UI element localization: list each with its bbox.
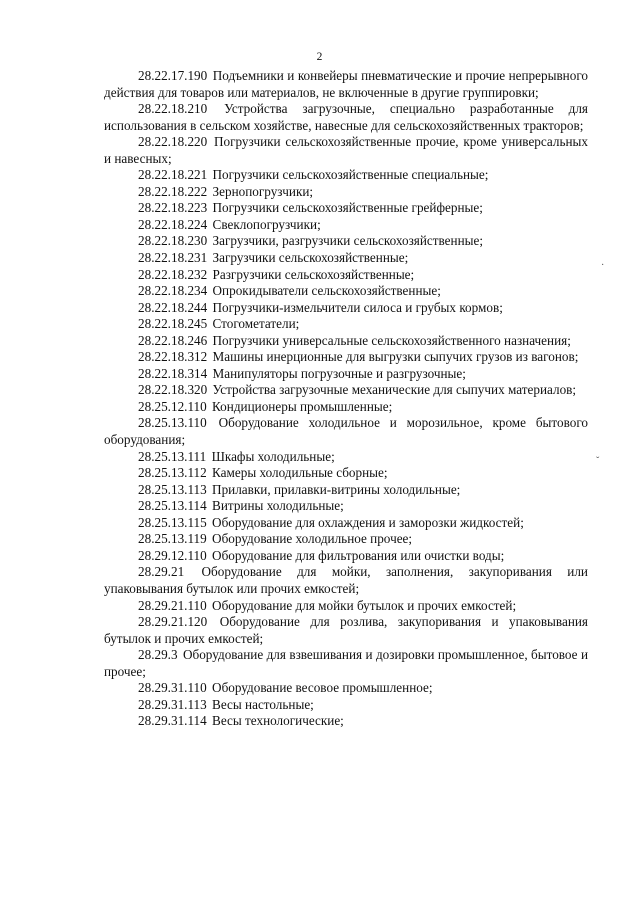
item-description: Погрузчики-измельчители силоса и грубых кормов; [212,299,503,315]
item-description: Оборудование для фильтрования или очистки воды; [212,547,505,563]
list-item [104,382,588,399]
okpd-code: 28.25.13.119 [138,531,207,547]
okpd-code: 28.22.18.221 [138,167,208,183]
okpd-code: 28.22.17.190 [138,68,208,83]
item-description: Витрины холодильные; [212,498,344,514]
okpd-code: 28.29.3 [138,647,178,663]
item-description: Оборудование для охлаждения и заморозки жидкостей; [212,514,524,530]
okpd-code: 28.22.18.245 [138,316,208,332]
okpd-code-list [104,68,588,730]
item-description: Прилавки, прилавки-витрины холодильные; [212,481,461,497]
list-item [104,697,588,714]
list-item [104,465,588,482]
okpd-code: 28.22.18.234 [138,283,208,299]
list-item [104,647,588,680]
okpd-code: 28.29.31.113 [138,696,207,712]
list-item [104,300,588,317]
okpd-code: 28.22.18.232 [138,266,208,282]
list-item [104,200,588,217]
item-description: Весы технологические; [212,713,344,729]
okpd-code: 28.22.18.223 [138,200,208,216]
scan-dot: · [601,260,605,271]
okpd-code: 28.29.31.110 [138,680,207,696]
scan-mark: ˇ [596,456,600,467]
okpd-code: 28.25.13.112 [138,465,207,481]
item-description: Загрузчики, разгрузчики сельскохозяйственные; [212,233,484,249]
item-description: Манипуляторы погрузочные и разгрузочные; [212,365,466,381]
item-description: Оборудование для розлива, закупоривания и упаковывания бутылок и прочих емкостей; [104,614,588,646]
list-item [104,713,588,730]
item-description: Оборудование для мойки бутылок и прочих емкостей; [212,597,517,613]
list-item [104,250,588,267]
okpd-code: 28.29.31.114 [138,713,207,729]
list-item [104,134,588,167]
list-item [104,283,588,300]
item-description: Опрокидыватели сельскохозяйственные; [212,283,441,299]
item-description: Зернопогрузчики; [212,183,314,199]
item-description: Устройства загрузочные механические для сыпучих материалов; [212,382,577,398]
item-description: Оборудование весовое промышленное; [212,680,433,696]
okpd-code: 28.22.18.312 [138,349,208,365]
item-description: Устройства загрузочные, специально разработанные для использования в сельском хозяйстве, навесные для сельскохозяйственных тракторов; [104,101,588,133]
okpd-code: 28.25.13.111 [138,448,207,464]
okpd-code: 28.29.12.110 [138,547,207,563]
okpd-code: 28.22.18.314 [138,365,208,381]
item-description: Оборудование холодильное и морозильное, кроме бытового оборудования; [104,415,588,448]
list-item [104,167,588,184]
okpd-code: 28.22.18.222 [138,183,208,199]
list-item [104,316,588,333]
item-description: Шкафы холодильные; [211,448,335,464]
okpd-code: 28.25.13.110 [138,415,207,431]
item-description: Оборудование для мойки, заполнения, закупоривания или упаковывания бутылок или прочих емкостей; [104,564,588,596]
item-description: Погрузчики универсальные сельскохозяйственного назначения; [212,332,571,348]
okpd-code: 28.29.21 [138,564,185,580]
okpd-code: 28.22.18.246 [138,332,208,348]
okpd-code: 28.22.18.220 [138,134,208,150]
item-description: Свеклопогрузчики; [212,216,321,232]
list-item [104,333,588,350]
list-item [104,233,588,250]
okpd-code: 28.22.18.210 [138,101,208,117]
item-description: Оборудование холодильное прочее; [212,531,413,547]
list-item [104,349,588,366]
item-description: Погрузчики сельскохозяйственные грейферные; [212,200,483,216]
list-item [104,415,588,448]
okpd-code: 28.22.18.230 [138,233,208,249]
page-number: 2 [316,51,323,63]
okpd-code: 28.25.13.113 [138,481,207,497]
list-item [104,399,588,416]
okpd-code: 28.22.18.224 [138,216,208,232]
list-item [104,548,588,565]
okpd-code: 28.25.12.110 [138,398,207,414]
item-description: Погрузчики сельскохозяйственные прочие, кроме универсальных и навесных; [104,134,588,166]
okpd-code: 28.25.13.115 [138,514,207,530]
okpd-code: 28.22.18.320 [138,382,208,398]
list-item [104,449,588,466]
list-item [104,267,588,284]
item-description: Подъемники и конвейеры пневматические и прочие непрерывного действия для товаров или материалов, не включенные в другие группировки; [104,68,589,100]
item-description: Кондиционеры промышленные; [212,398,393,414]
item-description: Разгрузчики сельскохозяйственные; [212,266,415,282]
list-item [104,598,588,615]
item-description: Загрузчики сельскохозяйственные; [212,250,409,266]
list-item [104,184,588,201]
list-item [104,498,588,515]
item-description: Машины инерционные для выгрузки сыпучих грузов из вагонов; [212,349,579,365]
item-description: Стогометатели; [212,316,300,332]
list-item [104,366,588,383]
list-item [104,515,588,532]
list-item [104,68,588,101]
okpd-code: 28.22.18.231 [138,250,208,266]
list-item [104,531,588,548]
item-description: Погрузчики сельскохозяйственные специальные; [212,167,489,183]
okpd-code: 28.25.13.114 [138,498,207,514]
item-description: Оборудование для взвешивания и дозировки промышленное, бытовое и прочее; [104,647,589,679]
list-item [104,614,588,647]
list-item [104,564,588,597]
list-item [104,482,588,499]
item-description: Весы настольные; [212,696,314,712]
list-item [104,680,588,697]
okpd-code: 28.29.21.120 [138,614,208,630]
list-item [104,217,588,234]
list-item [104,101,588,134]
item-description: Камеры холодильные сборные; [212,465,388,481]
okpd-code: 28.22.18.244 [138,299,208,315]
okpd-code: 28.29.21.110 [138,597,207,613]
